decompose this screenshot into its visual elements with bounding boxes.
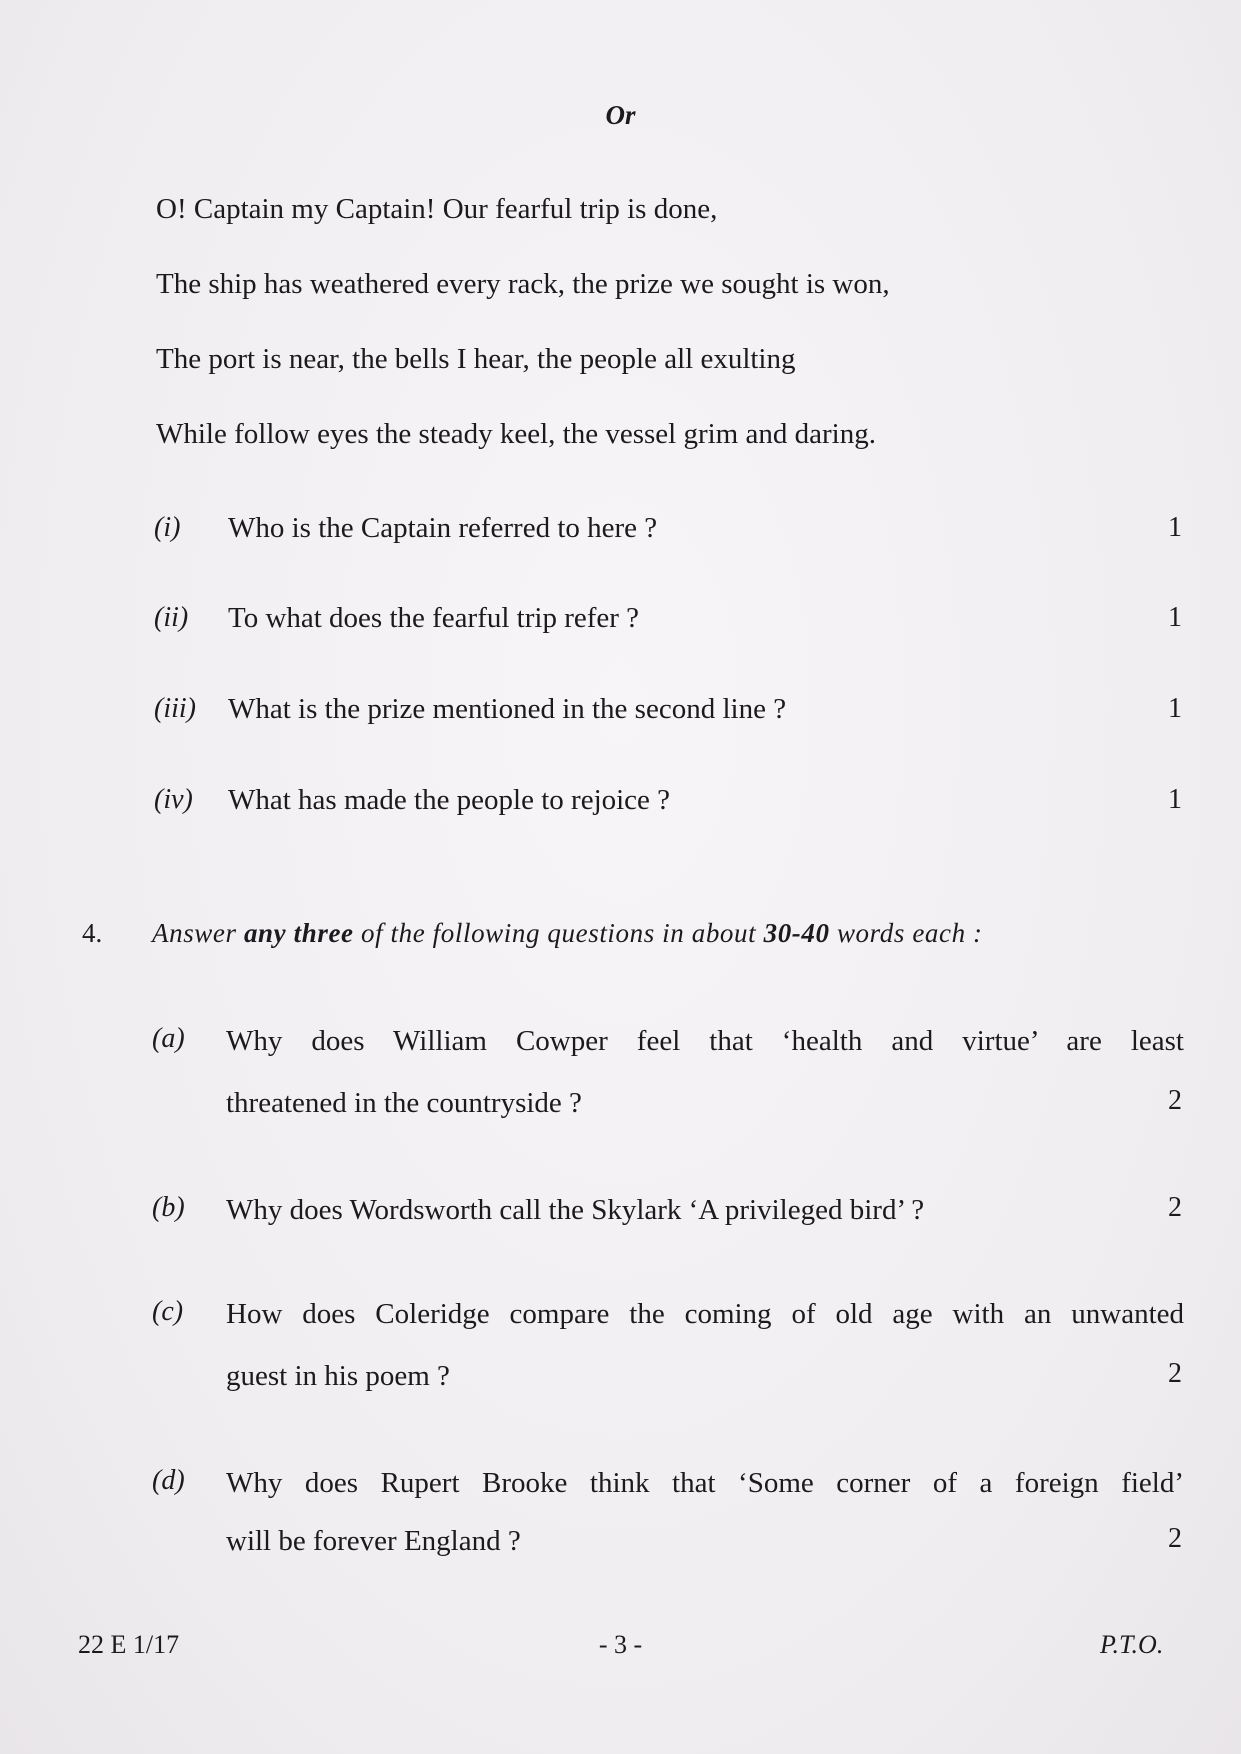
poem-question-2 [0, 602, 1241, 642]
question-text: To what does the fearful trip refer ? [228, 602, 640, 634]
question-marks: 1 [1168, 602, 1182, 633]
question-4-number: 4. [82, 918, 103, 948]
question-label: (iv) [154, 784, 193, 815]
question-marks: 1 [1168, 784, 1182, 815]
question-4a-label: (a) [152, 1023, 185, 1054]
instruction-emphasis: any [243, 918, 287, 948]
instruction-text: words each : [829, 918, 983, 948]
question-4d-line-1: Why does Rupert Brooke think that ‘Some corner of a foreign field’ [226, 1467, 1184, 1499]
question-4d-marks: 2 [1168, 1523, 1182, 1554]
question-4a-line-1: Why does William Cowper feel that ‘health and virtue’ are least [226, 1025, 1184, 1057]
question-label: (iii) [154, 693, 196, 724]
question-4c-label: (c) [152, 1296, 184, 1327]
page-number: - 3 - [598, 1630, 643, 1659]
poem-line-2: The ship has weathered every rack, the prize we sought is won, [156, 268, 890, 300]
question-4c-line-1: How does Coleridge compare the coming of old age with an unwanted [226, 1298, 1184, 1330]
question-4b-line-1: Why does Wordsworth call the Skylark ‘A privileged bird’ ? [226, 1194, 925, 1226]
instruction-text: Answer [152, 918, 244, 948]
poem-line-4: While follow eyes the steady keel, the vessel grim and daring. [156, 418, 876, 450]
question-4-instruction [152, 918, 983, 949]
question-label: (i) [154, 512, 181, 543]
poem-line-3: The port is near, the bells I hear, the people all exulting [156, 343, 796, 375]
poem-line-1: O! Captain my Captain! Our fearful trip is done, [156, 193, 718, 225]
question-text: What has made the people to rejoice ? [228, 784, 671, 816]
question-4b-label: (b) [152, 1192, 185, 1223]
question-4a-line-2: threatened in the countryside ? [226, 1087, 582, 1119]
question-text: Who is the Captain referred to here ? [228, 512, 658, 544]
question-4a-marks: 2 [1168, 1085, 1182, 1116]
instruction-text: of the following questions in about [353, 918, 764, 948]
question-4d-label: (d) [152, 1465, 185, 1496]
poem-question-1 [0, 512, 1241, 552]
question-4c-marks: 2 [1168, 1358, 1182, 1389]
question-4c-line-2: guest in his poem ? [226, 1360, 450, 1392]
poem-question-4 [0, 784, 1241, 824]
pto-note: P.T.O. [1100, 1630, 1164, 1659]
poem-question-3 [0, 693, 1241, 733]
question-marks: 1 [1168, 512, 1182, 543]
question-label: (ii) [154, 602, 189, 633]
question-4b-marks: 2 [1168, 1192, 1182, 1223]
instruction-emphasis: 30-40 [763, 918, 830, 948]
instruction-emphasis: three [293, 918, 354, 948]
question-4d-line-2: will be forever England ? [226, 1525, 521, 1557]
question-marks: 1 [1168, 693, 1182, 724]
question-text: What is the prize mentioned in the second line ? [228, 693, 787, 725]
paper-code: 22 E 1/17 [78, 1630, 180, 1659]
or-heading: Or [605, 100, 636, 130]
